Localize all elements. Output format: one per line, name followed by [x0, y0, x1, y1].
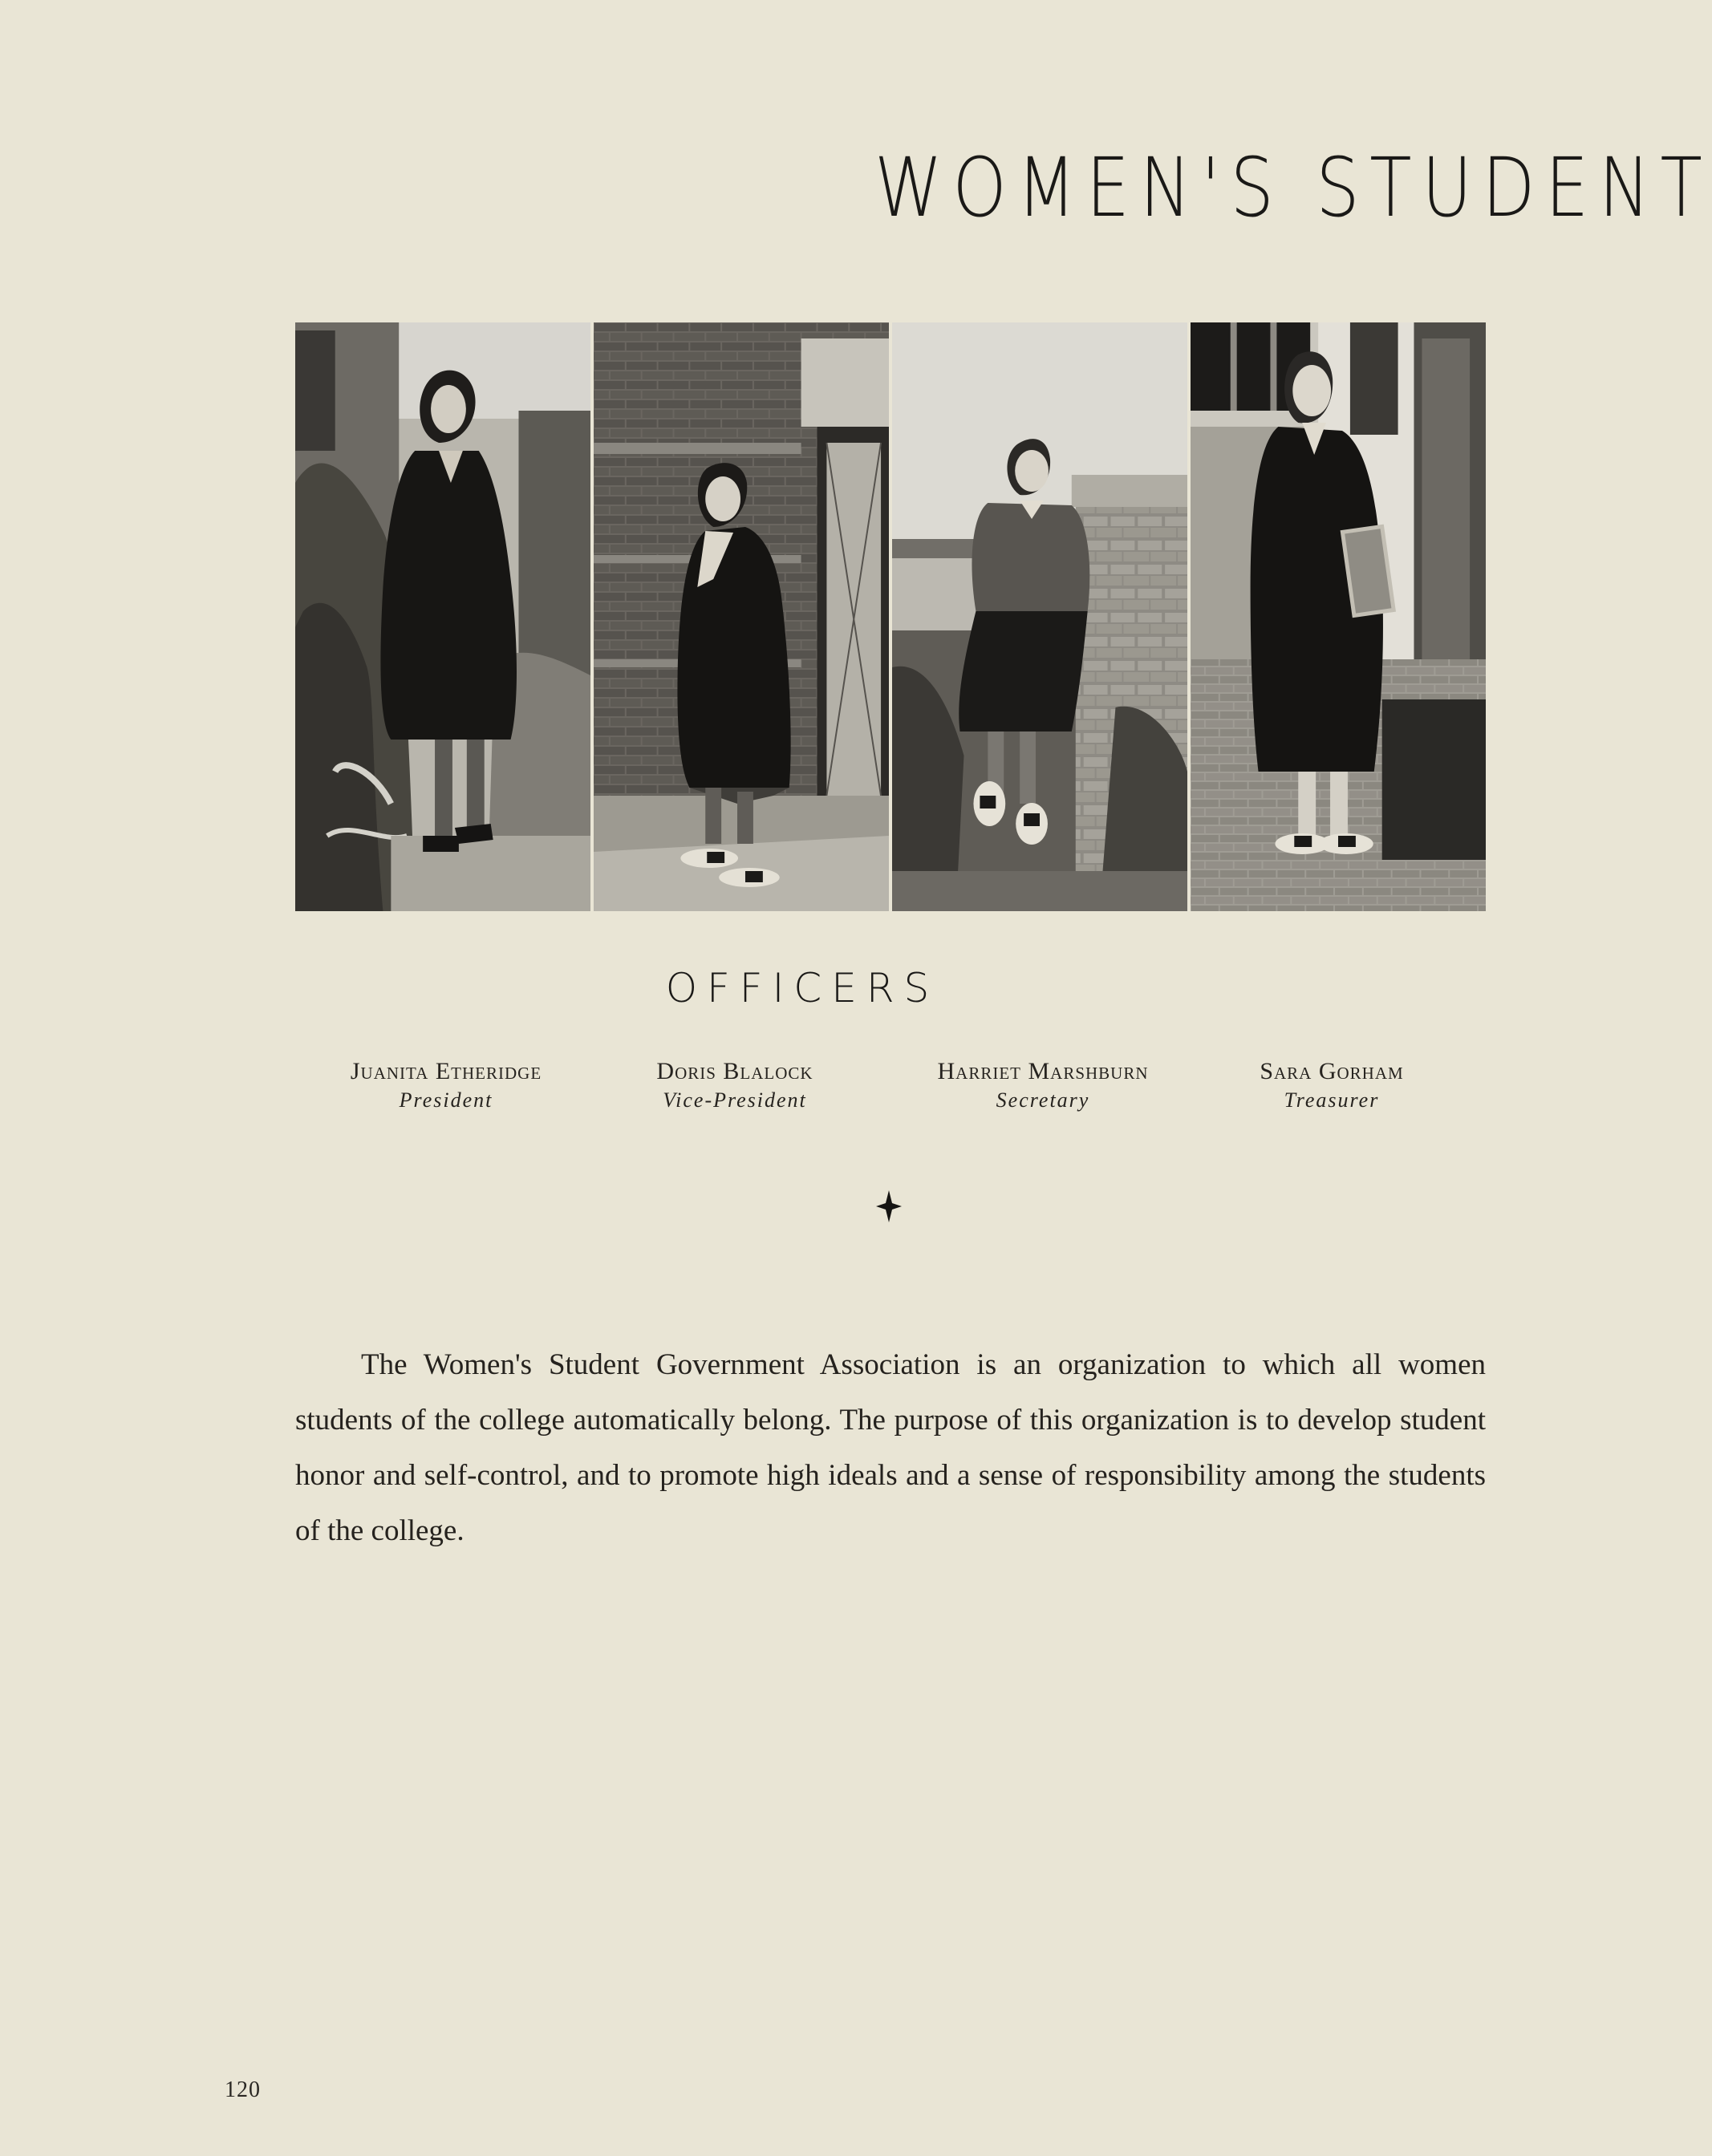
- officer-name: Harriet Marshburn: [937, 1058, 1149, 1084]
- page-number: 120: [225, 2077, 261, 2102]
- officer-photo-president: [295, 322, 590, 911]
- officer-entry: [582, 1057, 887, 1115]
- officer-photo-secretary: [892, 322, 1187, 911]
- officer-entry: [890, 1057, 1195, 1115]
- officer-photo-vice-president: [594, 322, 889, 911]
- officer-title: Secretary: [996, 1088, 1090, 1112]
- officer-photo-strip: [295, 322, 1486, 911]
- officer-name: Juanita Etheridge: [350, 1058, 542, 1084]
- officer-name: Sara Gorham: [1260, 1058, 1404, 1084]
- officer-photo-treasurer: [1191, 322, 1486, 911]
- diamond-ornament-icon: [876, 1190, 902, 1222]
- officer-entry: [1179, 1057, 1484, 1115]
- officer-title: President: [399, 1088, 493, 1112]
- officer-name: Doris Blalock: [656, 1058, 813, 1084]
- association-description: The Women's Student Government Association is an organization to which all women students of the college automatically belong. The purpose of this organization is to develop student honor and self-control, and to promote high ideals and a sense of responsibility among the students of the college.: [295, 1348, 1486, 1547]
- officer-title: Treasurer: [1284, 1088, 1380, 1112]
- officers-list: [0, 1057, 1604, 1121]
- page-title: WOMEN'S STUDENT: [874, 140, 1712, 236]
- officers-heading: OFFICERS: [665, 965, 939, 1011]
- officer-entry: [294, 1057, 598, 1115]
- officer-title: Vice-President: [663, 1088, 807, 1112]
